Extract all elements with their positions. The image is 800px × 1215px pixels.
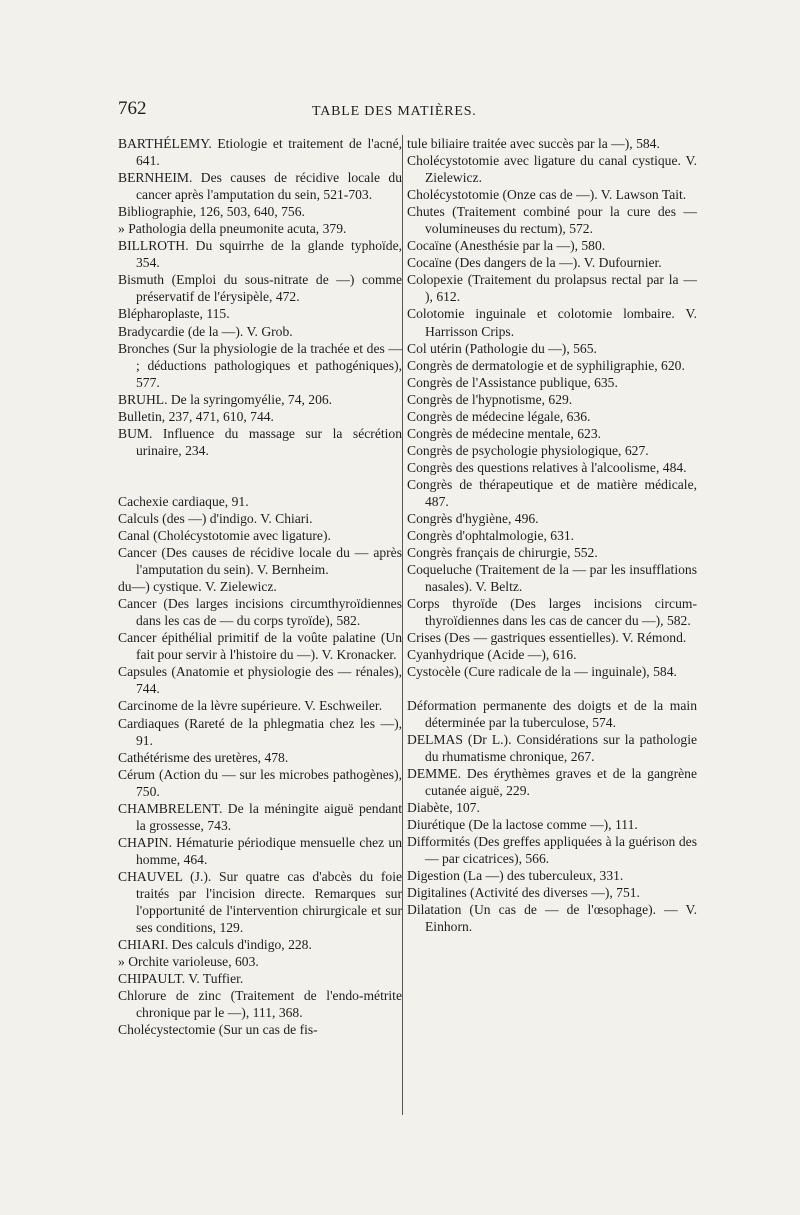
index-entry: Diurétique (De la lactose comme —), 111.: [407, 816, 638, 832]
index-entry: » Orchite varioleuse, 603.: [118, 954, 259, 970]
index-entry: Digitalines (Activité des diverses —), 751.: [407, 885, 640, 901]
index-entry: Chutes (Traitement combiné pour la cure des — volumineuses du rectum), 572.: [407, 204, 697, 237]
index-entry: Congrès de psychologie physiologique, 627.: [407, 442, 649, 458]
section-gap: [118, 459, 402, 493]
index-entry: Cathétérisme des uretères, 478.: [118, 749, 289, 765]
index-entry: CHAPIN. Hématurie périodique mensuelle chez un homme, 464.: [118, 834, 402, 867]
index-entry: Cocaïne (Anesthésie par la —), 580.: [407, 238, 606, 254]
index-entry: DEMME. Des érythèmes graves et de la gangrène cutanée aiguë, 229.: [407, 765, 697, 798]
index-entry: Capsules (Anatomie et physiologie des — rénales), 744.: [118, 664, 402, 697]
index-entry: CHIPAULT. V. Tuffier.: [118, 971, 244, 987]
index-entry: du—) cystique. V. Zielewicz.: [118, 579, 277, 595]
index-entry: Diabète, 107.: [407, 799, 480, 815]
index-entry: Congrès français de chirurgie, 552.: [407, 545, 598, 561]
index-entry: Cocaïne (Des dangers de la —). V. Dufournier.: [407, 255, 662, 271]
index-entry: Déformation permanente des doigts et de la main déterminée par la tuberculose, 574.: [407, 697, 697, 730]
index-entry: Bismuth (Emploi du sous-nitrate de —) comme préservatif de l'érysipèle, 472.: [118, 272, 402, 305]
index-entry: Cancer épithélial primitif de la voûte palatine (Un fait pour servir à l'histoire du —). V. Kronacker.: [118, 630, 402, 663]
index-entry: Cystocèle (Cure radicale de la — inguinale), 584.: [407, 664, 677, 680]
index-entry: BILLROTH. Du squirrhe de la glande typhoïde, 354.: [118, 238, 402, 271]
index-entry: Congrès de thérapeutique et de matière médicale, 487.: [407, 476, 697, 509]
index-entry: Cholécystectomie (Sur un cas de fis-: [118, 1022, 318, 1038]
index-entry: Bibliographie, 126, 503, 640, 756.: [118, 204, 305, 220]
index-entry: Congrès de médecine mentale, 623.: [407, 425, 602, 441]
page-number: 762: [118, 98, 147, 119]
index-entry: Colotomie inguinale et colotomie lombaire. V. Harrisson Crips.: [407, 306, 697, 339]
index-entry: Cachexie cardiaque, 91.: [118, 493, 249, 509]
index-entry: Congrès de médecine légale, 636.: [407, 408, 591, 424]
index-entry: Canal (Cholécystotomie avec ligature).: [118, 527, 331, 543]
index-entry: Cholécystotomie (Onze cas de —). V. Lawson Tait.: [407, 187, 687, 203]
index-entry: Coqueluche (Traitement de la — par les insufflations nasales). V. Beltz.: [407, 562, 697, 595]
index-entry: BARTHÉLEMY. Etiologie et traitement de l'acné, 641.: [118, 136, 402, 169]
index-entry: Cancer (Des larges incisions circumthyroïdiennes dans les cas de — du corps tyroïde), 582.: [118, 596, 402, 629]
index-entry: Dilatation (Un cas de — de l'œsophage). — V. Einhorn.: [407, 902, 697, 935]
index-entry: Congrès d'hygiène, 496.: [407, 511, 539, 527]
index-entry: Carcinome de la lèvre supérieure. V. Eschweiler.: [118, 698, 383, 714]
index-entry: Difformités (Des greffes appliquées à la guérison des — par cicatrices), 566.: [407, 833, 697, 866]
index-entry: BERNHEIM. Des causes de récidive locale du cancer après l'amputation du sein, 521-703.: [118, 170, 402, 203]
index-entry: Bulletin, 237, 471, 610, 744.: [118, 408, 274, 424]
index-entry: » Pathologia della pneumonite acuta, 379.: [118, 221, 347, 237]
index-entry: Congrès d'ophtalmologie, 631.: [407, 528, 575, 544]
index-entry: Calculs (des —) d'indigo. V. Chiari.: [118, 510, 313, 526]
running-title: TABLE DES MATIÈRES.: [312, 104, 477, 119]
index-entry: Cyanhydrique (Acide —), 616.: [407, 647, 577, 663]
index-entry: BRUHL. De la syringomyélie, 74, 206.: [118, 391, 333, 407]
index-entry: tule biliaire traitée avec succès par la —), 584.: [407, 136, 660, 151]
index-entry: Colopexie (Traitement du prolapsus rectal par la — ), 612.: [407, 272, 697, 305]
right-column: [402, 135, 697, 1115]
index-entry: CHAUVEL (J.). Sur quatre cas d'abcès du foie traités par l'incision directe. Remarques sur l'opportunité de l'intervention chirurgicale et sur ses conditions, 129.: [118, 868, 402, 936]
index-entry: Congrès de l'Assistance publique, 635.: [407, 374, 618, 390]
index-entry: Cardiaques (Rareté de la phlegmatia chez les —), 91.: [118, 715, 402, 748]
index-entry: Col utérin (Pathologie du —), 565.: [407, 340, 597, 356]
index-entry: Digestion (La —) des tuberculeux, 331.: [407, 867, 624, 883]
index-entry: Chlorure de zinc (Traitement de l'endo-métrite chronique par le —), 111, 368.: [118, 988, 402, 1021]
left-column: [118, 135, 402, 1038]
index-entry: Congrès de l'hypnotisme, 629.: [407, 391, 573, 407]
index-entry: BUM. Influence du massage sur la sécrétion urinaire, 234.: [118, 425, 402, 458]
index-entry: Congrès des questions relatives à l'alcoolisme, 484.: [407, 459, 687, 475]
index-entry: DELMAS (Dr L.). Considérations sur la pathologie du rhumatisme chronique, 267.: [407, 731, 697, 764]
index-entry: Crises (Des — gastriques essentielles). V. Rémond.: [407, 630, 687, 646]
index-entry: Cholécystotomie avec ligature du canal cystique. V. Zielewicz.: [407, 153, 697, 186]
index-entry: Cancer (Des causes de récidive locale du — après l'amputation du sein). V. Bernheim.: [118, 545, 402, 578]
index-entry: Blépharoplaste, 115.: [118, 306, 230, 322]
index-entry: Bradycardie (de la —). V. Grob.: [118, 323, 293, 339]
index-entry: Bronches (Sur la physiologie de la trachée et des — ; déductions pathologiques et pathogéniques), 577.: [118, 340, 402, 390]
index-entry: Congrès de dermatologie et de syphiligraphie, 620.: [407, 357, 685, 373]
index-entry: Cérum (Action du — sur les microbes pathogènes), 750.: [118, 766, 402, 799]
index-entry: Corps thyroïde (Des larges incisions circum-thyroïdiennes dans les cas de cancer du —), 582.: [407, 596, 697, 629]
section-gap: [407, 681, 697, 697]
index-entry: CHIARI. Des calculs d'indigo, 228.: [118, 937, 312, 953]
index-entry: CHAMBRELENT. De la méningite aiguë pendant la grossesse, 743.: [118, 800, 402, 833]
